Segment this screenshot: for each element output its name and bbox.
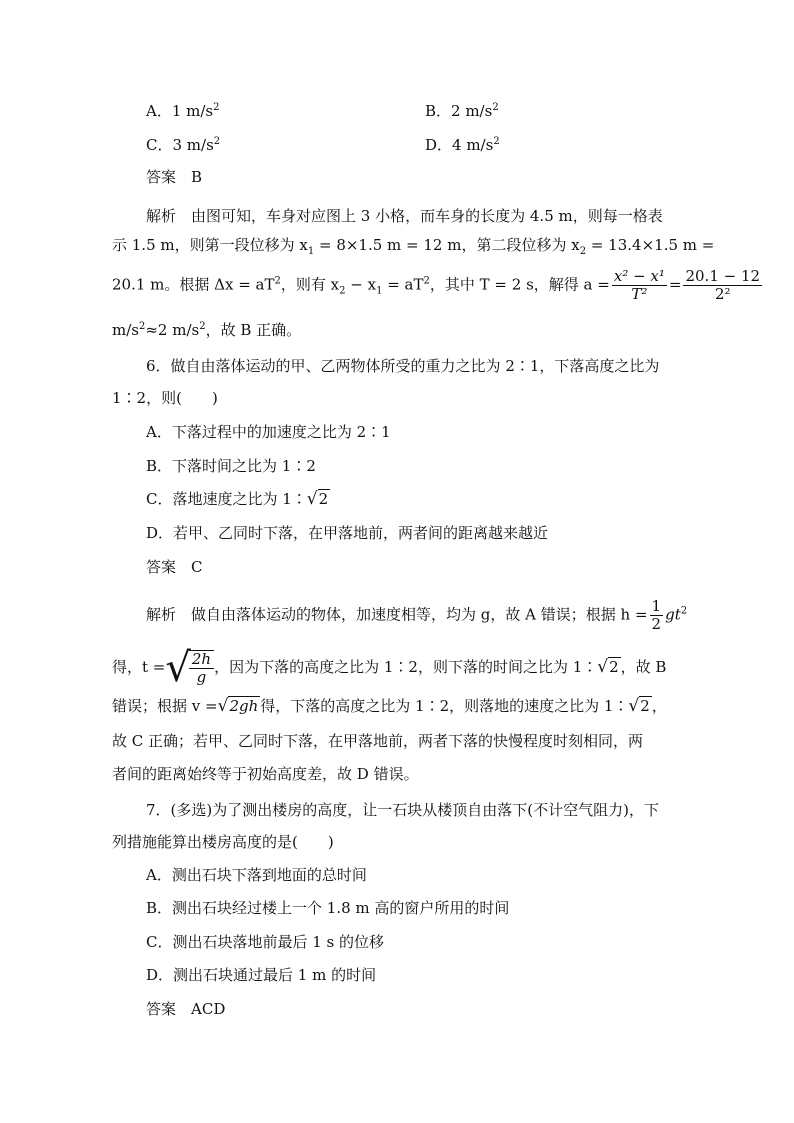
q7-answer: 答案 ACD — [146, 1000, 226, 1018]
q6-stem-line-1: 6．做自由落体运动的甲、乙两物体所受的重力之比为 2∶1，下落高度之比为 — [146, 357, 660, 375]
q6-option-d: D．若甲、乙同时下落，在甲落地前，两者间的距离越来越近 — [146, 524, 549, 542]
q7-option-d: D．测出石块通过最后 1 m 的时间 — [146, 966, 377, 984]
q6-analysis-line-1: 解析 做自由落体运动的物体，加速度相等，均为 g，故 A 错误；根据 h = $\frac{1}{2}$ $gt^2$ — [146, 597, 688, 633]
q5-analysis-line-2: 示 1.5 m，则第一段位移为 $x_1 = 8\times 1.5$ m = 12 m，第二段位移为 $x_2 = 13.4\times 1.5$ m = — [112, 236, 715, 257]
q6-analysis-line-2: 得，t =√ $\frac{2h}{g}$ ，因为下落的高度之比为 1∶2，则下落的时间之比为 1∶√2 ，故 B — [112, 645, 667, 691]
q6-option-b: B．下落时间之比为 1∶2 — [146, 457, 316, 475]
q5-fraction-symbolic: $\frac{\text{x² − x¹}}{\text{T²}}$ — [613, 267, 665, 303]
q5-answer: 答案 B — [146, 168, 203, 186]
q5-option-a: A．1 $m/s^2$ — [146, 102, 220, 120]
q7-option-b: B．测出石块经过楼上一个 1.8 m 高的窗户所用的时间 — [146, 899, 510, 917]
q7-option-c: C．测出石块落地前最后 1 s 的位移 — [146, 933, 385, 951]
q7-option-a: A．测出石块下落到地面的总时间 — [146, 866, 367, 884]
q5-option-b: B．2 $m/s^2$ — [425, 102, 499, 120]
q6-analysis-line-4: 故 C 正确；若甲、乙同时下落，在甲落地前，两者下落的快慢程度时刻相同，两 — [112, 732, 644, 750]
q5-option-c: C．3 $m/s^2$ — [146, 136, 221, 154]
q5-analysis-line-4: $m/s^2\approx 2$ $m/s^2$，故 B 正确。 — [112, 321, 302, 339]
q6-half-fraction: $\frac{1}{2}$ — [651, 597, 662, 633]
q7-stem-line-1: 7．(多选)为了测出楼房的高度，让一石块从楼顶自由落下(不计空气阻力)，下 — [146, 801, 659, 819]
q5-option-d: D．4 $m/s^2$ — [425, 136, 500, 154]
q7-stem-line-2: 列措施能算出楼房高度的是( ) — [112, 833, 334, 851]
q6-answer: 答案 C — [146, 558, 203, 576]
q5-analysis-line-1: 解析 由图可知，车身对应图上 3 小格，而车身的长度为 4.5 m，则每一格表 — [146, 207, 663, 225]
q6-analysis-line-5: 者间的距离始终等于初始高度差，故 D 错误。 — [112, 765, 419, 783]
q6-analysis-line-3: 错误；根据 v =√2gh 得，下落的高度之比为 1∶2，则落地的速度之比为 1∶√2 ， — [112, 696, 667, 716]
q5-analysis-line-3: 20.1 m。根据 $\Delta x = aT^2$，则有 $x_2 - x_1 = aT^2$，其中 T = 2 s，解得 a = $\frac{\text{x² − x¹}}{\text{T²}}$ = $\frac{20.1 - 12}{\text{2²}}$ — [112, 267, 761, 303]
q5-fraction-numeric: $\frac{20.1 - 12}{\text{2²}}$ — [685, 267, 761, 303]
q6-stem-line-2: 1∶2，则( ) — [112, 389, 218, 407]
q6-option-a: A．下落过程中的加速度之比为 2∶1 — [146, 423, 391, 441]
q6-option-c: C．落地速度之比为 1∶√2 — [146, 489, 329, 509]
q6-sqrt-fraction: √ $\frac{2h}{g}$ — [165, 648, 214, 688]
